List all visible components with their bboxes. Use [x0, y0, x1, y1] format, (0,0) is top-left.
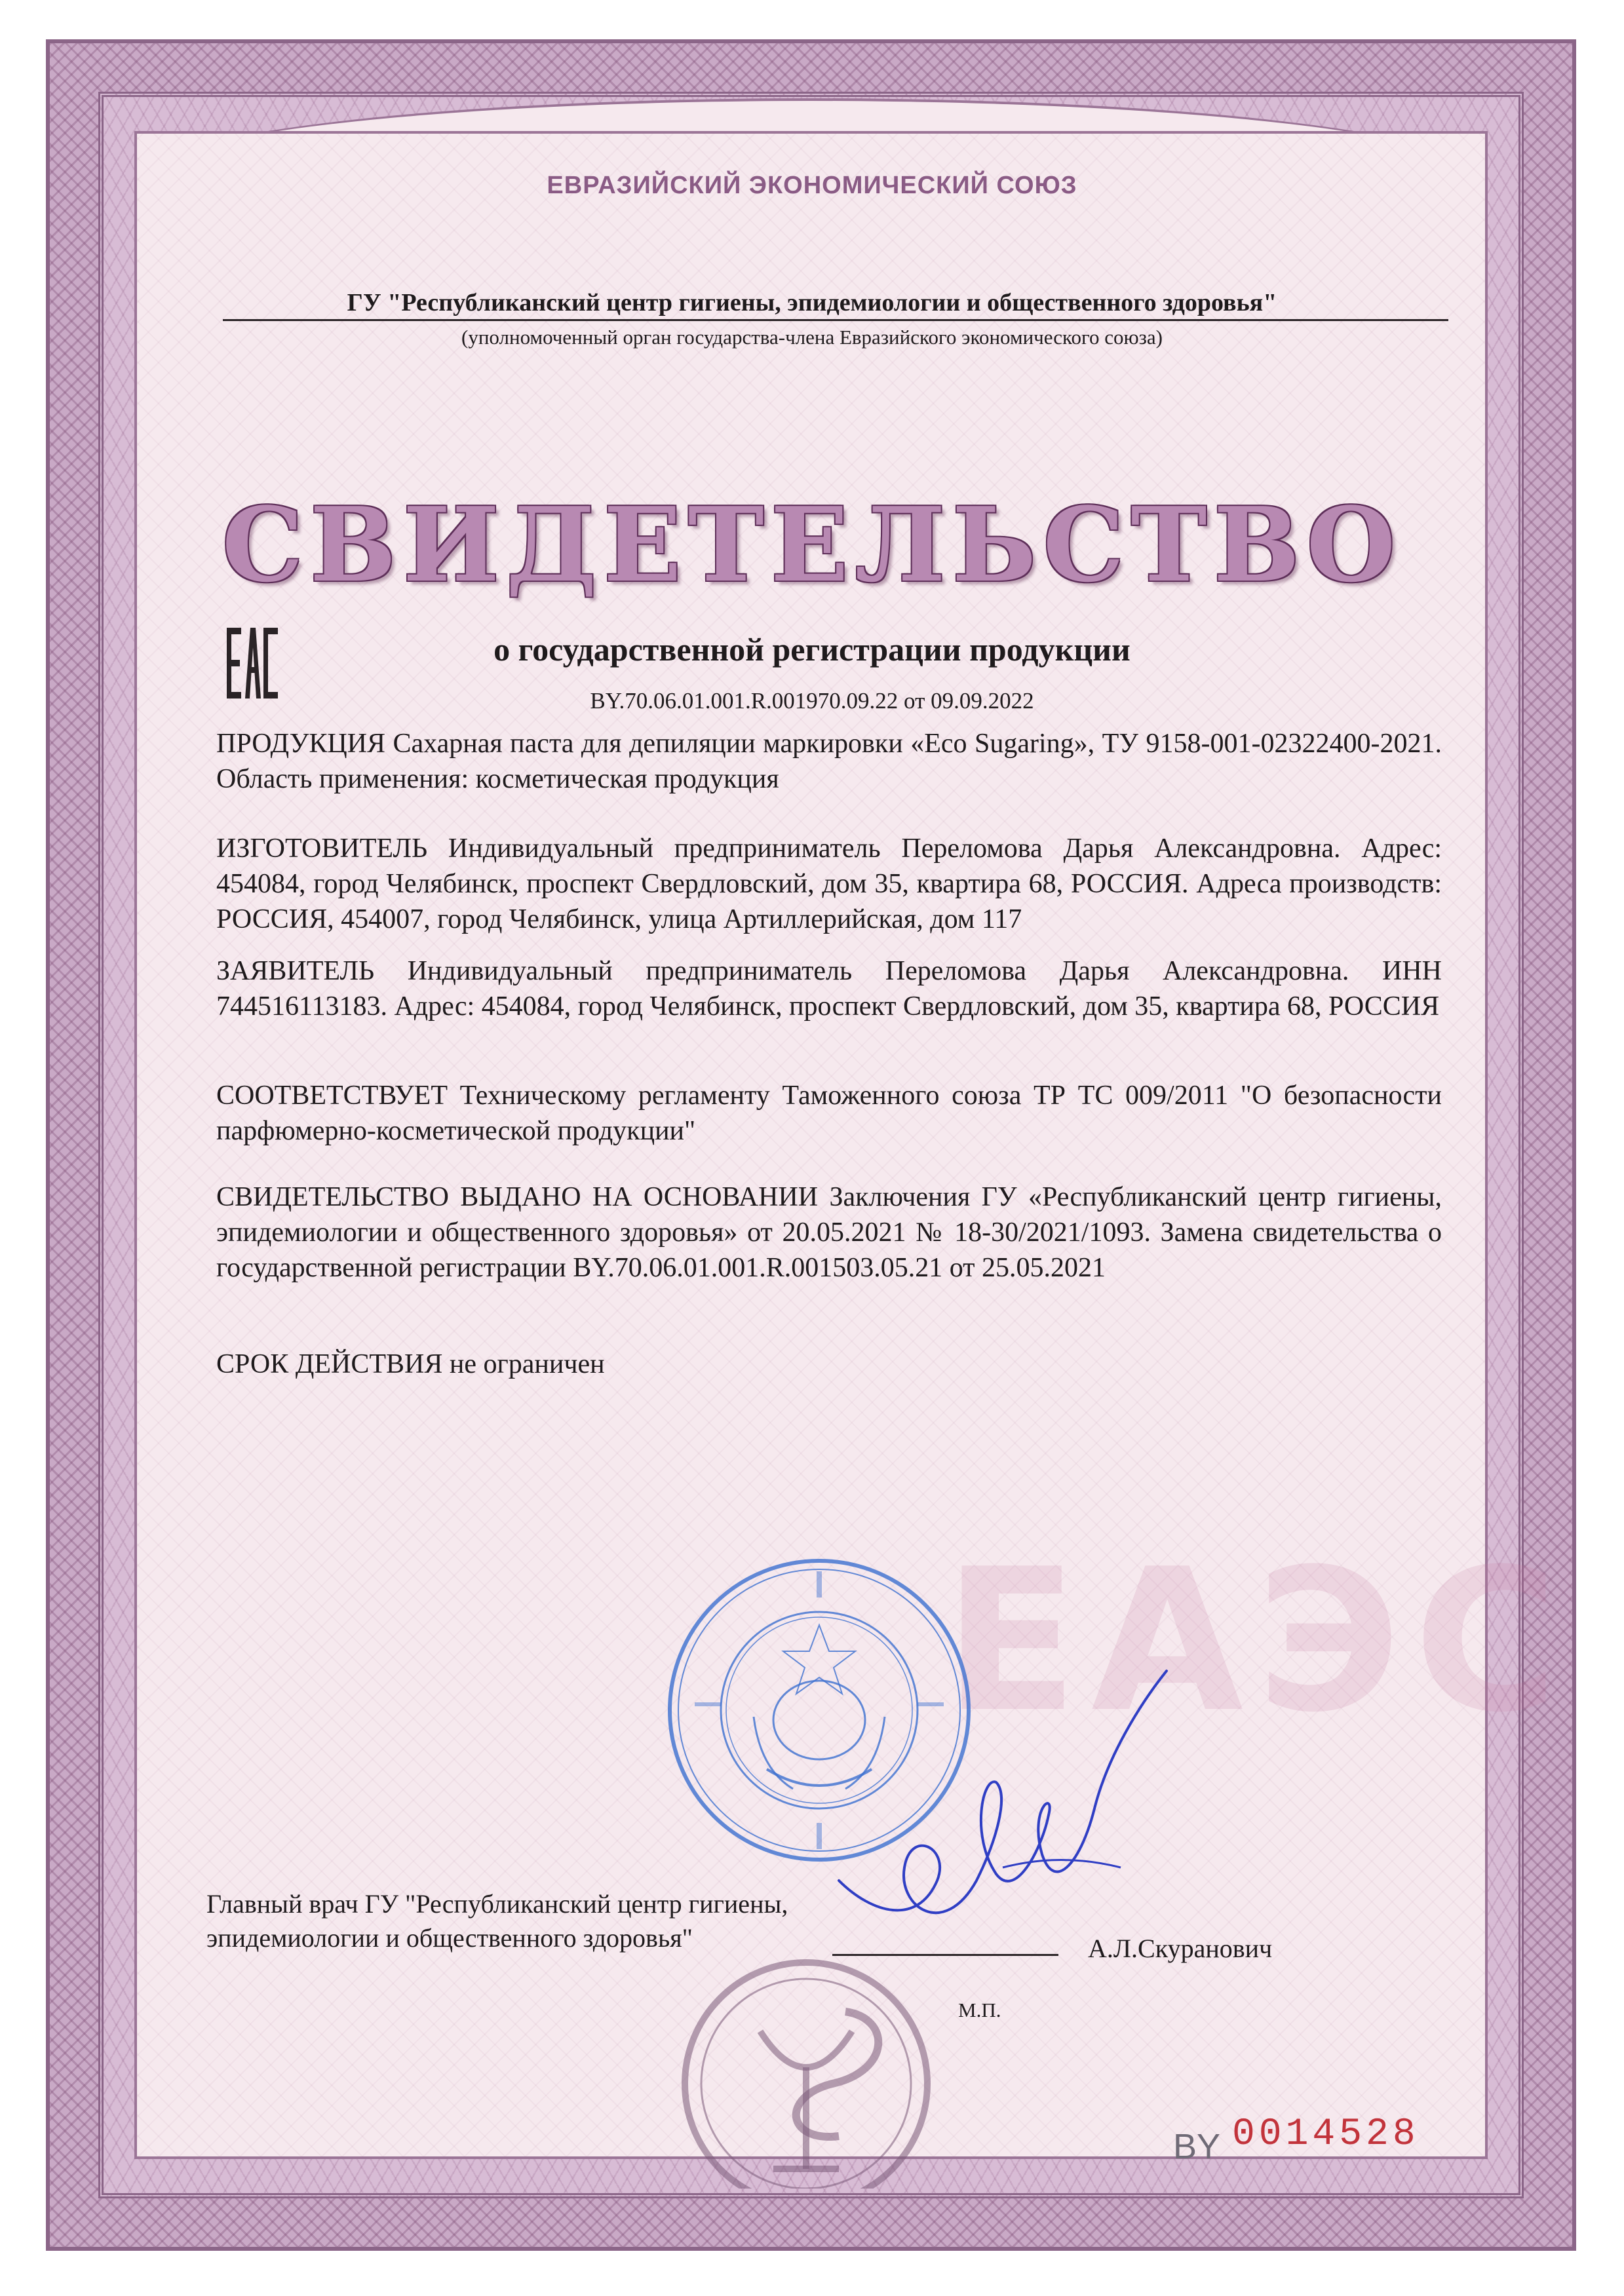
hologram-seal-icon: [675, 1953, 937, 2189]
section-label: ЗАЯВИТЕЛЬ: [216, 956, 375, 986]
section-text: Сахарная паста для депиляции маркировки «Eco Sugaring», ТУ 9158-001-02322400-2021. Область применения: косметическая продукция: [216, 729, 1442, 794]
section-text: Индивидуальный предприниматель Переломова Дарья Александровна. ИНН 744516113183. Адрес: 454084, город Челябинск, проспект Свердловский, дом 35, квартира 68, РОССИЯ: [216, 956, 1442, 1022]
section-text: Индивидуальный предприниматель Переломова Дарья Александровна. Адрес: 454084, город Челябинск, проспект Свердловский, дом 35, квартира 68, РОССИЯ. Адреса производств: РОССИЯ, 454007, город Челябинск, улица Артиллерийская, дом 117: [216, 833, 1442, 934]
issuing-organization: ГУ "Республиканский центр гигиены, эпидемиологии и общественного здоровья": [347, 289, 1277, 316]
serial-number: 0014528: [1232, 2113, 1420, 2156]
section-manufacturer: [216, 831, 1442, 937]
section-complies: [216, 1078, 1442, 1149]
section-applicant: [216, 953, 1442, 1024]
section-text: Заключения ГУ «Республиканский центр гигиены, эпидемиологии и общественного здоровья» от 20.05.2021 № 18-30/2021/1093. Замена свидетельства о государственной регистрации BY.70.06.01.001.R.001503.05.21 от 25.05.2021: [216, 1182, 1442, 1283]
section-label: ПРОДУКЦИЯ: [216, 729, 386, 759]
handwritten-signature-icon: [832, 1664, 1173, 1946]
eaeu-watermark: ЕАЭС: [944, 1527, 1572, 1755]
section-basis: [216, 1179, 1442, 1286]
signer-name: А.Л.Скуранович: [1088, 1934, 1273, 1963]
section-label: СРОК ДЕЙСТВИЯ: [216, 1349, 443, 1379]
section-text: Техническому регламенту Таможенного союза ТР ТС 009/2011 "О безопасности парфюмерно-косметической продукции": [216, 1081, 1442, 1146]
certificate-subtitle: о государственной регистрации продукции: [493, 631, 1131, 668]
section-product: [216, 726, 1442, 797]
certificate-title: СВИДЕТЕЛЬСТВО: [222, 485, 1402, 605]
organization-note: (уполномоченный орган государства-члена Евразийского экономического союза): [461, 326, 1163, 349]
union-heading: ЕВРАЗИЙСКИЙ ЭКОНОМИЧЕСКИЙ СОЮЗ: [547, 172, 1077, 199]
section-label: ИЗГОТОВИТЕЛЬ: [216, 833, 428, 864]
organization-underline: [223, 319, 1448, 321]
section-validity: [216, 1347, 1442, 1382]
section-label: СВИДЕТЕЛЬСТВО ВЫДАНО НА ОСНОВАНИИ: [216, 1182, 819, 1212]
signer-position: Главный врач ГУ "Республиканский центр гигиены, эпидемиологии и общественного здоровья": [206, 1889, 788, 1953]
registration-number: BY.70.06.01.001.R.001970.09.22 от 09.09.2022: [590, 688, 1034, 714]
section-label: СООТВЕТСТВУЕТ: [216, 1081, 448, 1111]
section-text: не ограничен: [449, 1349, 605, 1379]
seal-place-label: М.П.: [958, 1999, 1001, 2021]
serial-prefix: BY: [1173, 2127, 1221, 2166]
